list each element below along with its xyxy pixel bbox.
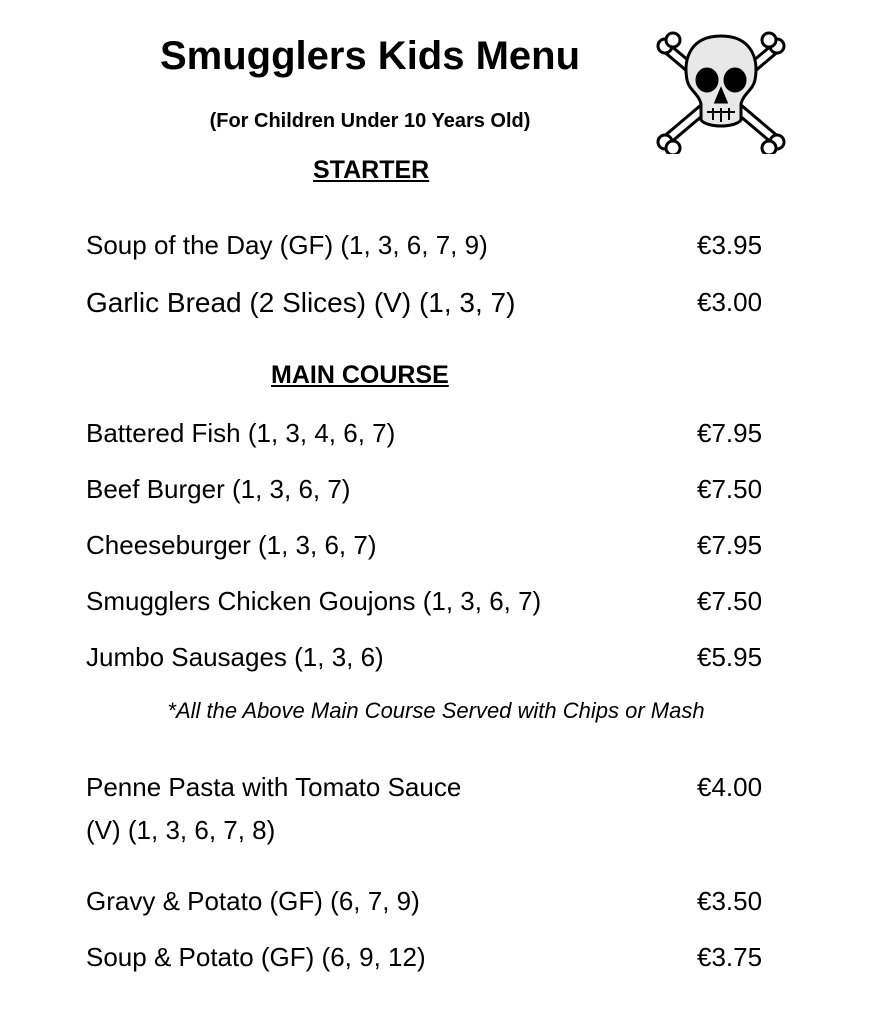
menu-item-name-continued: (V) (1, 3, 6, 7, 8): [86, 815, 276, 845]
menu-item-name: Smugglers Chicken Goujons (1, 3, 6, 7): [86, 586, 542, 616]
menu-item-name: Cheeseburger (1, 3, 6, 7): [86, 530, 377, 560]
menu-item-name: Jumbo Sausages (1, 3, 6): [86, 642, 384, 672]
menu-item-name: Battered Fish (1, 3, 4, 6, 7): [86, 418, 396, 448]
menu-subtitle: (For Children Under 10 Years Old): [209, 110, 531, 132]
menu-item-name: Garlic Bread (2 Slices) (V) (1, 3, 7): [86, 287, 516, 318]
menu-item-name: Gravy & Potato (GF) (6, 7, 9): [86, 886, 420, 916]
menu-item-price: €3.00: [697, 287, 763, 317]
skull-crossbones-icon: [655, 28, 787, 154]
menu-item-price: €4.00: [697, 772, 763, 802]
menu-item-name: Beef Burger (1, 3, 6, 7): [86, 474, 351, 504]
main-course-heading: MAIN COURSE: [271, 361, 449, 389]
menu-item-price: €7.95: [697, 530, 763, 560]
menu-item-price: €3.95: [697, 230, 763, 260]
menu-item-price: €7.50: [697, 586, 763, 616]
menu-item-price: €5.95: [697, 642, 763, 672]
menu-item-price: €7.95: [697, 418, 763, 448]
main-course-note: *All the Above Main Course Served with Chips or Mash: [167, 698, 705, 723]
menu-item-name: Penne Pasta with Tomato Sauce: [86, 772, 462, 802]
menu-item-name: Soup & Potato (GF) (6, 9, 12): [86, 942, 426, 972]
menu-title: Smugglers Kids Menu: [159, 34, 581, 78]
menu-item-price: €3.75: [697, 942, 763, 972]
menu-item-price: €3.50: [697, 886, 763, 916]
starter-heading: STARTER: [313, 156, 430, 184]
menu-item-price: €7.50: [697, 474, 763, 504]
menu-item-name: Soup of the Day (GF) (1, 3, 6, 7, 9): [86, 230, 488, 260]
